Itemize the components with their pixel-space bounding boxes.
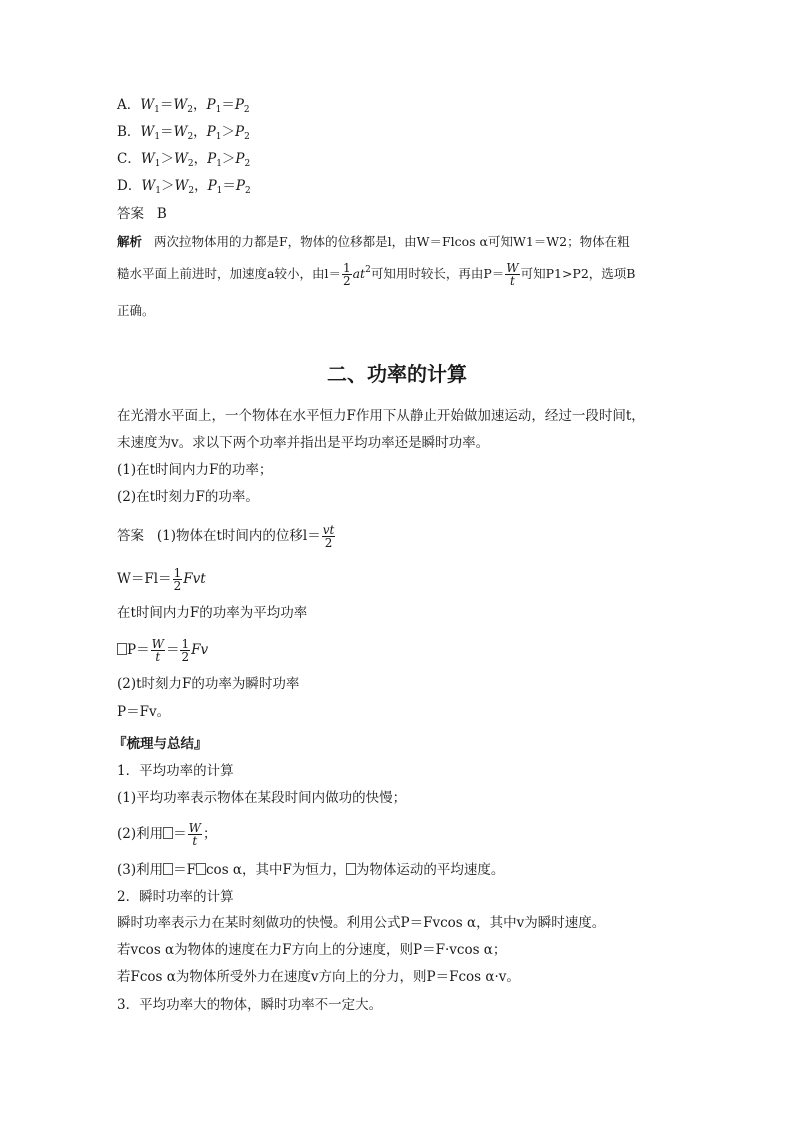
analysis-line-2: 糙水平面上前进时，加速度a较小，由l＝ $\frac{1}{2}$ $at^2$可知用时较长，再由P＝ $\frac{W}{t}$ 可知P1>P2，选项B <box>117 261 636 288</box>
answer-line: 答案 B <box>117 206 167 222</box>
problem-q1: (1)在t时间内力F的功率； <box>117 462 273 478</box>
option-c: C．$W_1>W_2$，$P_1>P_2$ <box>117 151 251 169</box>
solution-line-5: (2)t时刻力F的功率为瞬时功率 <box>117 676 300 692</box>
average-velocity-symbol <box>196 863 206 875</box>
average-velocity-symbol <box>346 863 356 875</box>
summary-h2-1: 瞬时功率表示力在某时刻做功的快慢。利用公式P＝Fvcos α，其中v为瞬时速度。 <box>117 915 606 931</box>
summary-h3: 3．平均功率大的物体，瞬时功率不一定大。 <box>117 997 383 1013</box>
option-b: B．$W_1=W_2$，$P_1>P_2$ <box>117 124 250 142</box>
summary-h2-2: 若vcos α为物体的速度在力F方向上的分速度，则P＝F·vcos α； <box>117 942 507 958</box>
option-a: A．$W_1=W_2$，$P_1=P_2$ <box>117 97 250 115</box>
analysis-line-1: 解析 两次拉物体用的力都是F，物体的位移都是l，由W＝Flcos α可知W1＝W2；物体在粗 <box>117 234 630 249</box>
summary-h1-1: (1)平均功率表示物体在某段时间内做功的快慢； <box>117 790 407 806</box>
solution-line-6: P＝Fv。 <box>117 704 171 720</box>
option-d: D．$W_1>W_2$，$P_1=P_2$ <box>117 178 251 196</box>
summary-heading: 『梳理与总结』 <box>113 736 208 752</box>
average-power-symbol <box>163 827 173 839</box>
problem-q2: (2)在t时刻力F的功率。 <box>117 489 259 505</box>
solution-line-2: W＝Fl＝ $\frac{1}{2}$ Fvt <box>117 566 206 593</box>
summary-h1-2: (2)利用 ＝ $\frac{W}{t}$ ； <box>117 821 217 848</box>
solution-line-3: 在t时间内力F的功率为平均功率 <box>117 605 308 621</box>
problem-line-1: 在光滑水平面上，一个物体在水平恒力F作用下从静止开始做加速运动，经过一段时间t， <box>117 408 645 424</box>
analysis-line-3: 正确。 <box>117 303 155 318</box>
problem-line-2: 末速度为v。求以下两个功率并指出是平均功率还是瞬时功率。 <box>117 435 490 451</box>
summary-h2: 2．瞬时功率的计算 <box>117 889 234 905</box>
average-power-symbol <box>163 863 173 875</box>
summary-h1-3: (3)利用 ＝F cos α，其中F为恒力， 为物体运动的平均速度。 <box>117 862 505 878</box>
solution-line-4: P＝ $\frac{W}{t}$ ＝ $\frac{1}{2}$ Fv <box>117 638 208 663</box>
summary-h2-3: 若Fcos α为物体所受外力在速度v方向上的分力，则P＝Fcos α·v。 <box>117 969 520 985</box>
solution-line-1: 答案 (1)物体在t时间内的位移l＝ $\frac{vt}{2}$ <box>117 523 335 550</box>
summary-h1: 1．平均功率的计算 <box>117 763 234 779</box>
section-title: 二、功率的计算 <box>327 362 467 386</box>
average-power-symbol <box>117 643 127 655</box>
